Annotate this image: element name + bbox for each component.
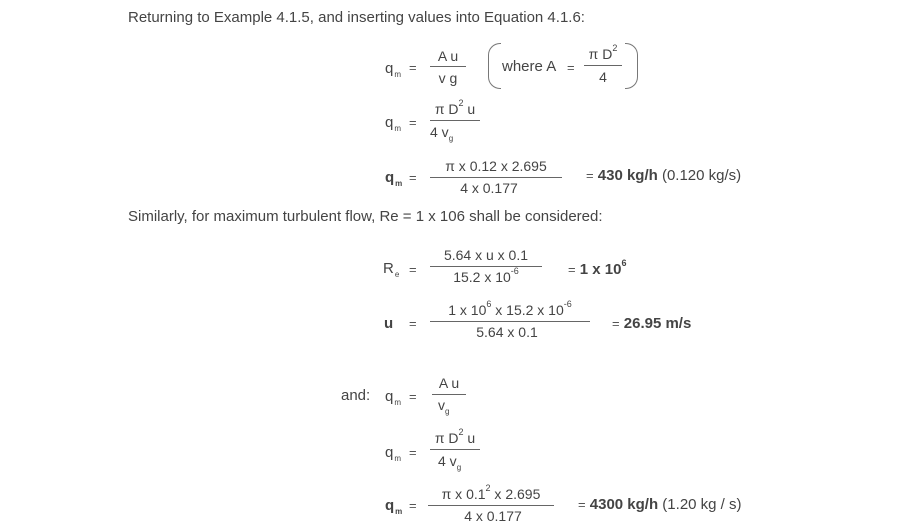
similarly-text: Similarly, for maximum turbulent flow, Re = 1 x 106 shall be considered: — [128, 208, 603, 225]
eq4-fraction-bar — [430, 266, 542, 267]
eq6-prefix: and: — [341, 387, 371, 404]
eq2-fraction-bar — [430, 120, 480, 121]
eq8-lhs: $q_m$ — [385, 497, 403, 516]
eq4-equals: = — [409, 262, 417, 277]
eq8-equals: = — [409, 498, 417, 513]
eq8-numerator: π x $0.1^2$ x 2.695 — [441, 483, 541, 502]
eq1-lhs: $q_m$ — [385, 60, 402, 79]
eq1-numerator: A u — [437, 48, 459, 64]
eq1-denominator: v g — [438, 70, 458, 86]
eq8-result: = 4300 kg/h (1.20 kg / s) — [578, 496, 742, 513]
eq3-fraction-bar — [430, 177, 562, 178]
eq4-lhs: $R_e$ — [383, 260, 400, 279]
eq4-denominator: 15.2 x $10^{-6}$ — [453, 266, 519, 285]
eq3-equals: = — [409, 170, 417, 185]
eq5-denominator: 5.64 x 0.1 — [476, 324, 538, 340]
eq2-numerator: π $D^2$ u — [434, 98, 476, 117]
intro-text: Returning to Example 4.1.5, and inserting values into Equation 4.1.6: — [128, 9, 585, 26]
eq7-lhs: $q_m$ — [385, 444, 402, 463]
eq6-fraction-bar — [432, 394, 466, 395]
eq2-denominator: 4 $v_g$ — [430, 124, 454, 143]
eq3-lhs: $q_m$ — [385, 169, 403, 188]
eq7-denominator: 4 $v_g$ — [438, 453, 462, 472]
eq1-where-equals: = — [567, 60, 575, 75]
eq1-where-numerator: π $D^2$ — [588, 43, 618, 62]
eq1-where-fraction-bar — [584, 65, 622, 66]
eq6-equals: = — [409, 389, 417, 404]
eq1-where-denominator: 4 — [599, 69, 607, 85]
eq7-numerator: π $D^2$ u — [434, 427, 476, 446]
eq6-numerator: A u — [438, 375, 460, 391]
eq1-left-paren — [488, 43, 501, 89]
eq6-lhs: $q_m$ — [385, 388, 402, 407]
eq7-fraction-bar — [430, 449, 480, 450]
eq1-where-label: where A — [502, 58, 557, 75]
eq3-denominator: 4 x 0.177 — [460, 180, 518, 196]
eq4-result: = 1 x $10^6$ — [568, 258, 627, 278]
eq2-lhs: $q_m$ — [385, 114, 402, 133]
eq5-fraction-bar — [430, 321, 590, 322]
eq1-equals: = — [409, 60, 417, 75]
eq1-fraction-bar — [430, 66, 466, 67]
eq7-equals: = — [409, 445, 417, 460]
eq4-numerator: 5.64 x u x 0.1 — [443, 247, 529, 263]
eq5-lhs: u — [384, 315, 394, 332]
eq5-result: = 26.95 m/s — [612, 315, 692, 332]
eq8-fraction-bar — [428, 505, 554, 506]
eq8-denominator: 4 x 0.177 — [464, 508, 522, 524]
eq5-numerator: 1 x $10^6$ x 15.2 x $10^{-6}$ — [448, 299, 572, 318]
eq1-right-paren — [625, 43, 638, 89]
eq5-equals: = — [409, 316, 417, 331]
eq6-denominator: $v_g$ — [438, 397, 450, 416]
eq2-equals: = — [409, 115, 417, 130]
eq3-numerator: π x 0.12 x 2.695 — [445, 158, 547, 174]
eq3-result: = 430 kg/h (0.120 kg/s) — [586, 167, 742, 184]
